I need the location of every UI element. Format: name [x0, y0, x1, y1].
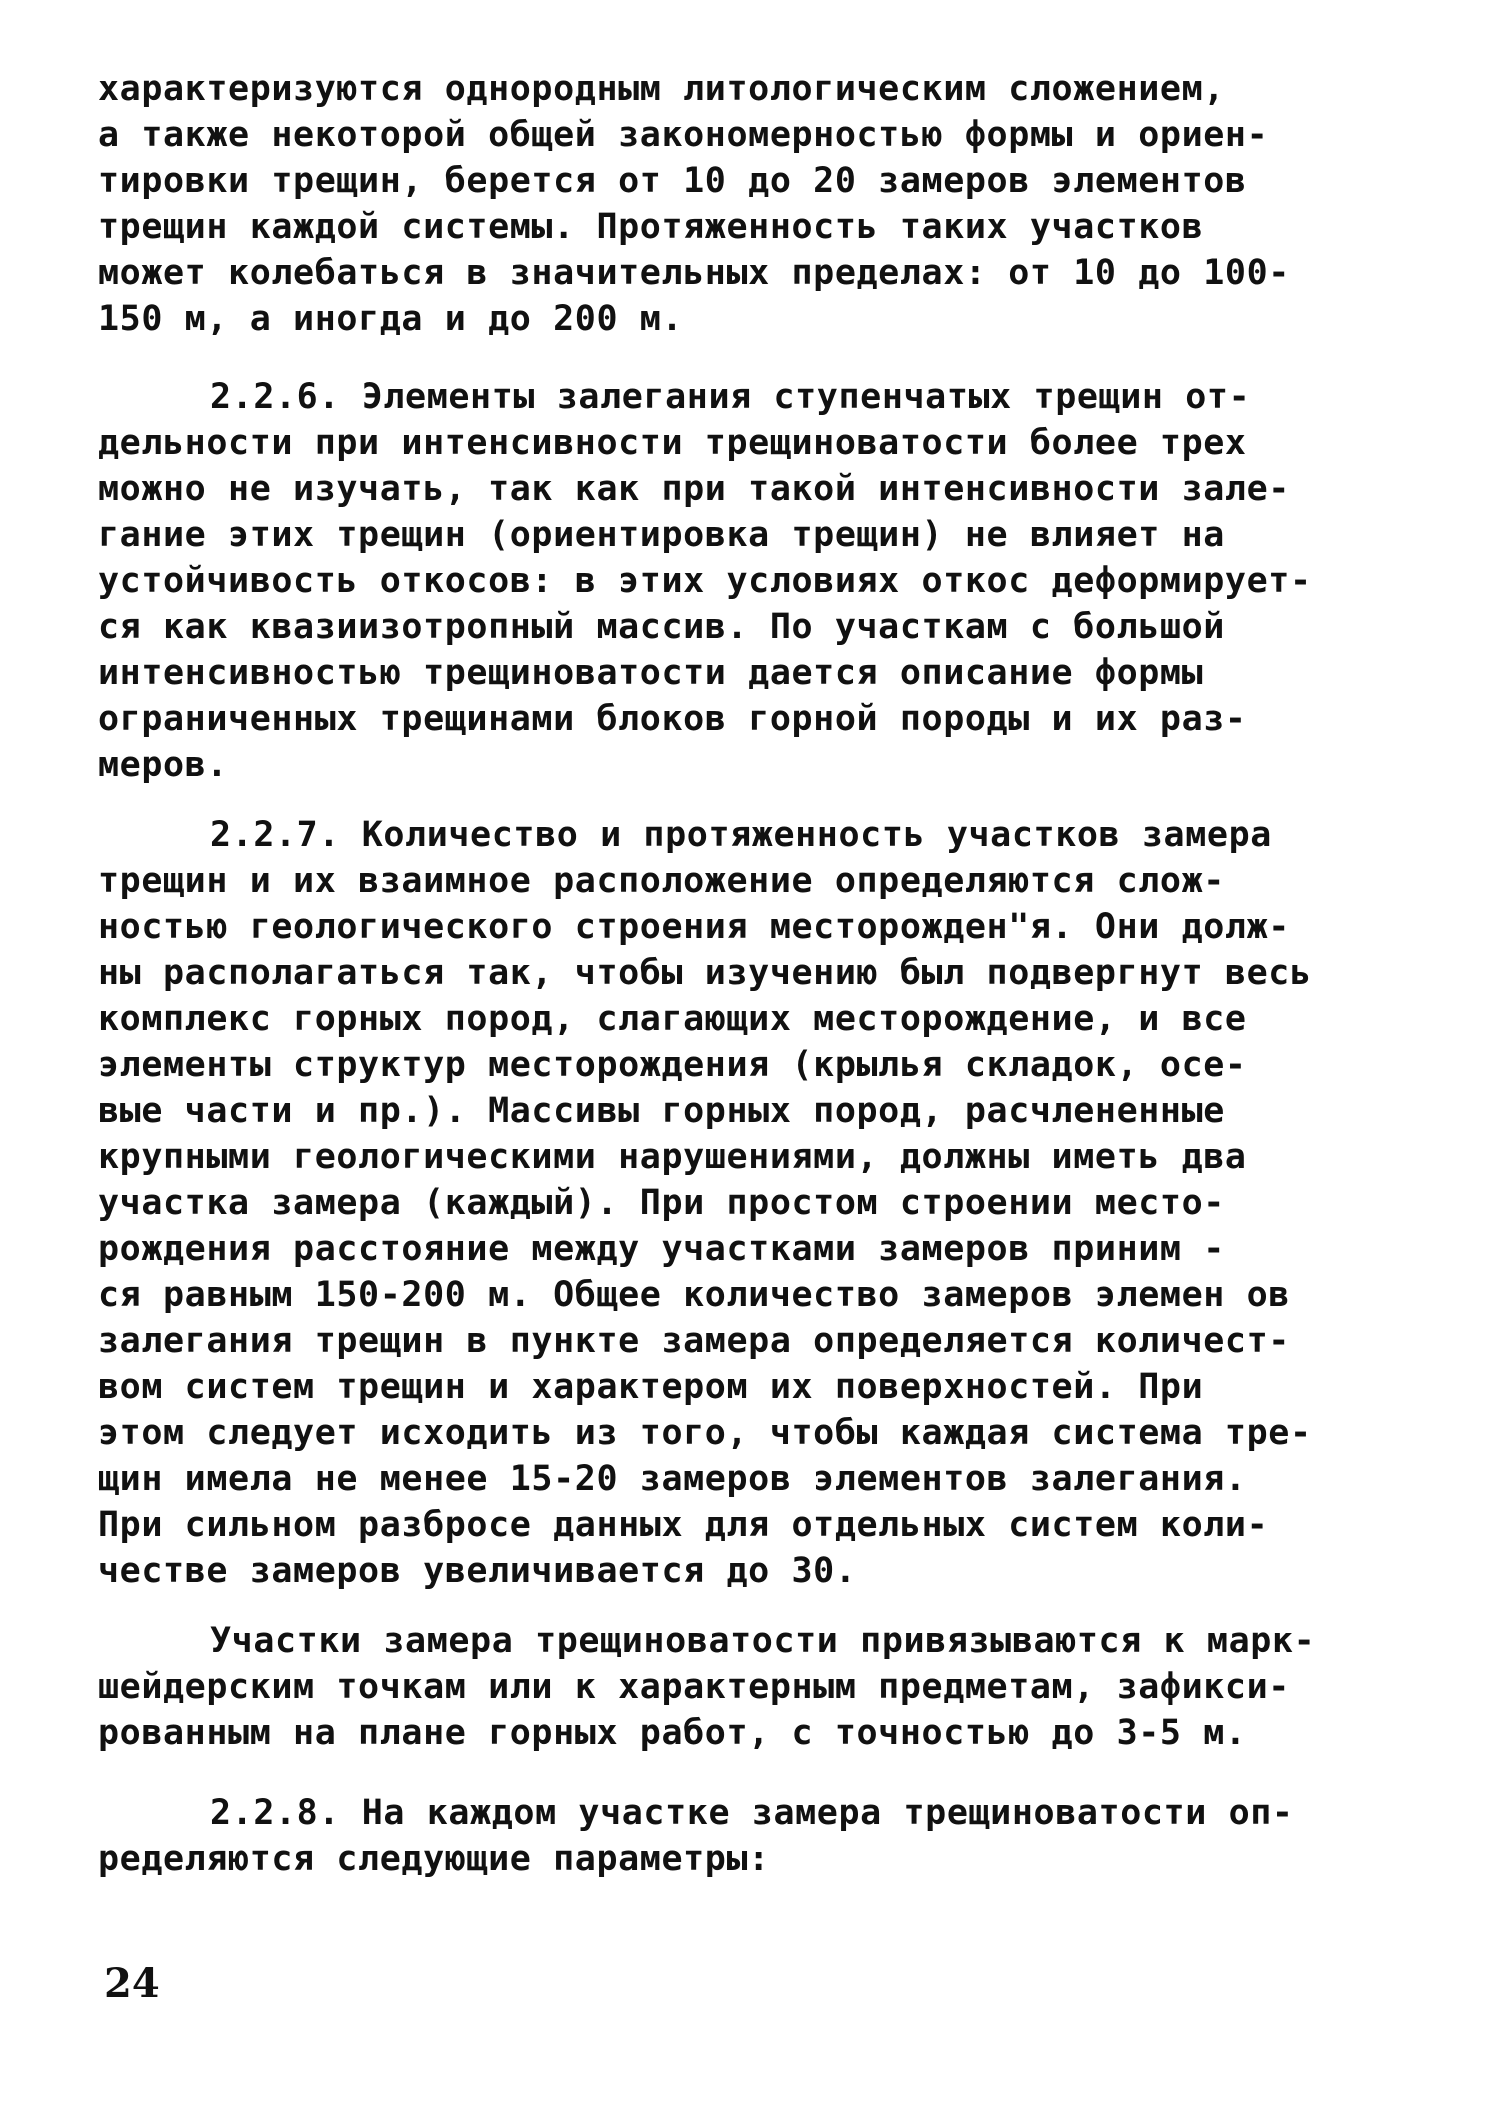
text-line: При сильном разбросе данных для отдельных систем коли-	[98, 1505, 1269, 1545]
text-line: ся равным 150-200 м. Общее количество замеров элемен ов	[98, 1275, 1290, 1315]
text-line: элементы структур месторождения (крылья складок, осе-	[98, 1045, 1247, 1085]
text-line: меров.	[98, 745, 229, 785]
text-line: устойчивость откосов: в этих условиях откос деформирует-	[98, 561, 1312, 601]
page-number: 24	[104, 1960, 160, 2007]
text-line: можно не изучать, так как при такой интенсивности зале-	[98, 469, 1290, 509]
paragraph-survey-sites	[98, 1618, 1408, 1756]
text-line: 2.2.7. Количество и протяженность участков замера	[210, 815, 1272, 855]
text-line: ограниченных трещинами блоков горной породы и их раз-	[98, 699, 1247, 739]
text-line: характеризуются однородным литологическим сложением,	[98, 69, 1225, 109]
text-line: этом следует исходить из того, чтобы каждая система тре-	[98, 1413, 1312, 1453]
text-line: трещин и их взаимное расположение определяются слож-	[98, 861, 1225, 901]
text-line: ны располагаться так, чтобы изучению был подвергнут весь	[98, 953, 1312, 993]
text-line: Участки замера трещиноватости привязываются к марк-	[210, 1621, 1316, 1661]
text-line: честве замеров увеличивается до 30.	[98, 1551, 857, 1591]
paragraph-continuation	[98, 66, 1408, 342]
text-line: трещин каждой системы. Протяженность таких участков	[98, 207, 1204, 247]
text-line: шейдерским точкам или к характерным предметам, зафикси-	[98, 1667, 1290, 1707]
section-2-2-6	[98, 374, 1408, 788]
text-line: 150 м, а иногда и до 200 м.	[98, 299, 684, 339]
text-line: залегания трещин в пункте замера определяется количест-	[98, 1321, 1290, 1361]
text-line: интенсивностью трещиноватости дается описание формы	[98, 653, 1204, 693]
text-line: 2.2.6. Элементы залегания ступенчатых трещин от-	[210, 377, 1251, 417]
text-line: ределяются следующие параметры:	[98, 1839, 770, 1879]
text-line: гание этих трещин (ориентировка трещин) не влияет на	[98, 515, 1225, 555]
section-2-2-7	[98, 812, 1408, 1594]
text-line: комплекс горных пород, слагающих месторождение, и все	[98, 999, 1247, 1039]
text-line: а также некоторой общей закономерностью формы и ориен-	[98, 115, 1269, 155]
text-line: рованным на плане горных работ, с точностью до 3-5 м.	[98, 1713, 1247, 1753]
text-line: дельности при интенсивности трещиноватости более трех	[98, 423, 1247, 463]
text-line: тировки трещин, берется от 10 до 20 замеров элементов	[98, 161, 1247, 201]
text-line: ся как квазиизотропный массив. По участкам с большой	[98, 607, 1225, 647]
text-line: 2.2.8. На каждом участке замера трещиноватости оп-	[210, 1793, 1294, 1833]
text-line: участка замера (каждый). При простом строении место-	[98, 1183, 1225, 1223]
text-line: ностью геологического строения месторожден"я. Они долж-	[98, 907, 1290, 947]
text-line: рождения расстояние между участками замеров приним -	[98, 1229, 1225, 1269]
text-line: вые части и пр.). Массивы горных пород, расчлененные	[98, 1091, 1225, 1131]
text-line: крупными геологическими нарушениями, должны иметь два	[98, 1137, 1247, 1177]
text-line: вом систем трещин и характером их поверхностей. При	[98, 1367, 1204, 1407]
section-2-2-8	[98, 1790, 1408, 1882]
text-line: щин имела не менее 15-20 замеров элементов залегания.	[98, 1459, 1247, 1499]
text-line: может колебаться в значительных пределах: от 10 до 100-	[98, 253, 1290, 293]
